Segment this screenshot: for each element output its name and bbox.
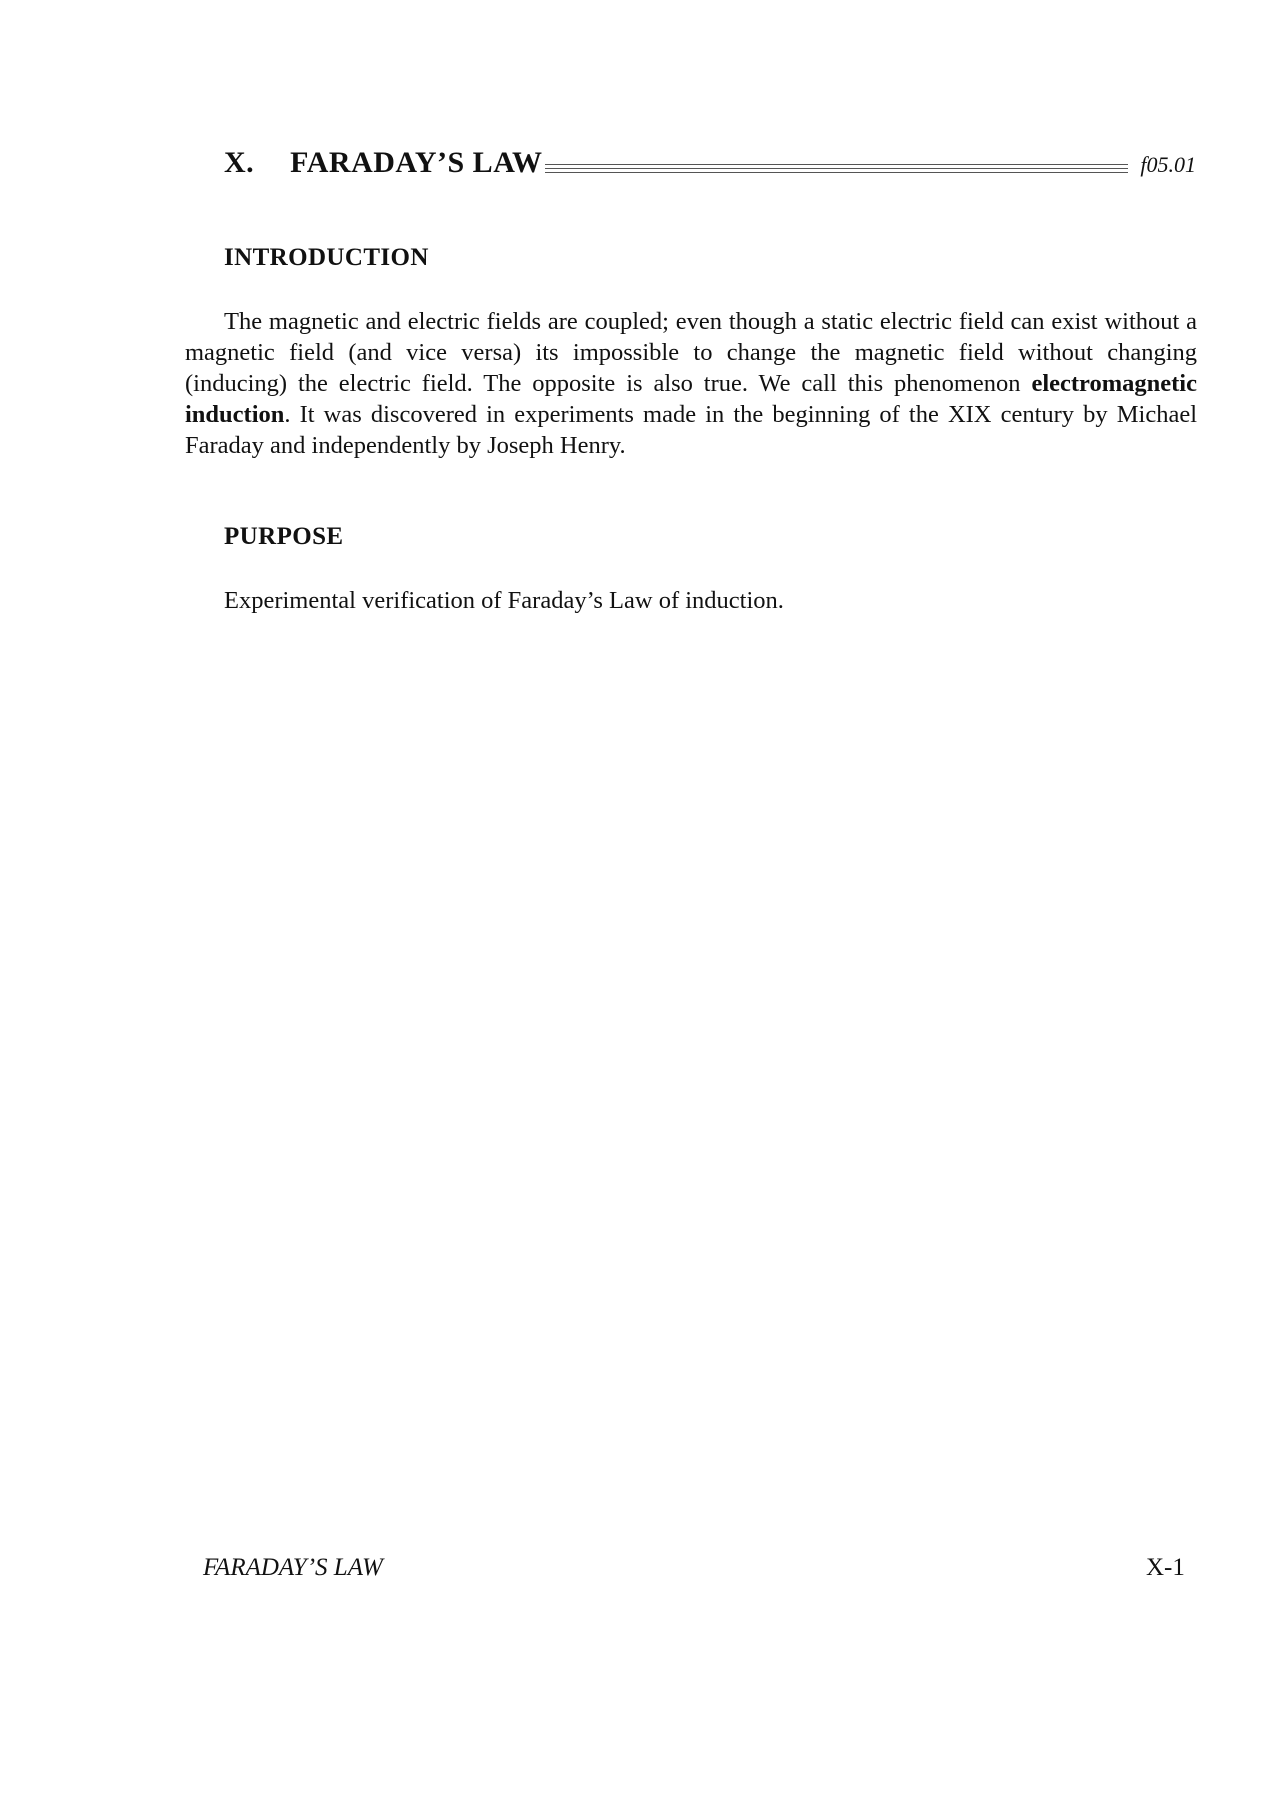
chapter-header — [224, 146, 1196, 186]
experiment-code: f05.01 — [1140, 152, 1196, 177]
footer-title: FARADAY’S LAW — [203, 1554, 383, 1581]
purpose-paragraph: Experimental verification of Faraday’s Law of induction. — [224, 587, 784, 614]
intro-text-end: . It was discovered in experiments made in the beginning of the XIX century by Michael Faraday and independently by Joseph Henry. — [185, 401, 1197, 459]
intro-text-start: The magnetic and electric fields are coupled; even though a static electric field can exist without a magnetic field (and vice versa) its impossible to change the magnetic field without changing (inducing) the electric field. The opposite is also true. We call this phenomenon — [185, 308, 1197, 397]
page-number: X-1 — [1146, 1554, 1185, 1581]
introduction-paragraph — [185, 306, 1197, 461]
purpose-heading: PURPOSE — [224, 523, 344, 550]
intro-emphasis: electromagnetic induction — [185, 370, 1197, 428]
chapter-number: X. — [224, 146, 255, 179]
introduction-heading: INTRODUCTION — [224, 244, 429, 271]
chapter-title: FARADAY’S LAW — [290, 146, 543, 179]
header-rule — [545, 164, 1129, 173]
